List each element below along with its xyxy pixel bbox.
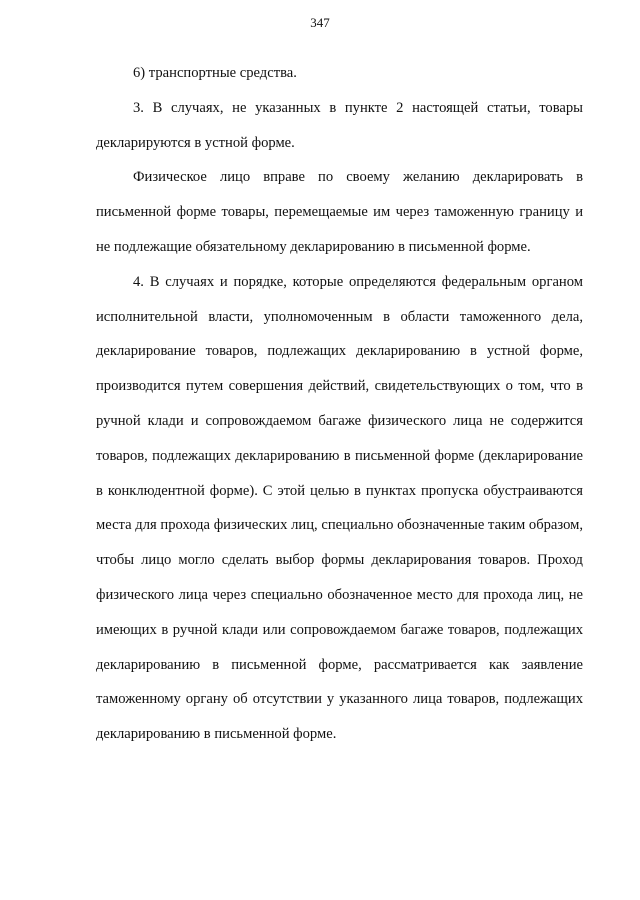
- paragraph-voluntary-declaration: Физическое лицо вправе по своему желанию декларировать в письменной форме товары, перемещаемые им через таможенную границу и не подлежащие обязательному декларированию в письменной форме.: [96, 169, 583, 255]
- page-body: [96, 56, 583, 752]
- page-number: 347: [310, 15, 330, 30]
- paragraph-clause-4: 4. В случаях и порядке, которые определяются федеральным органом исполнительной власти, уполномоченным в области таможенного дела, декларирование товаров, подлежащих декларированию в устной форме, производится путем совершения действий, свидетельствующих о том, что в ручной клади и сопровождаемом багаже физического лица не содержится товаров, подлежащих декларированию в письменной форме (декларирование в конклюдентной форме). С этой целью в пунктах пропуска обустраиваются места для прохода физических лиц, специально обозначенные таким образом, чтобы лицо могло сделать выбор формы декларирования товаров. Проход физического лица через специально обозначенное место для прохода лиц, не имеющих в ручной клади или сопровождаемом багаже товаров, подлежащих декларированию в письменной форме, рассматривается как заявление таможенному органу об отсутствии у указанного лица товаров, подлежащих декларированию в письменной форме.: [96, 273, 583, 743]
- paragraph-clause-3: 3. В случаях, не указанных в пункте 2 настоящей статьи, товары декларируются в устной форме.: [96, 99, 583, 151]
- paragraph-item-6: 6) транспортные средства.: [133, 65, 297, 81]
